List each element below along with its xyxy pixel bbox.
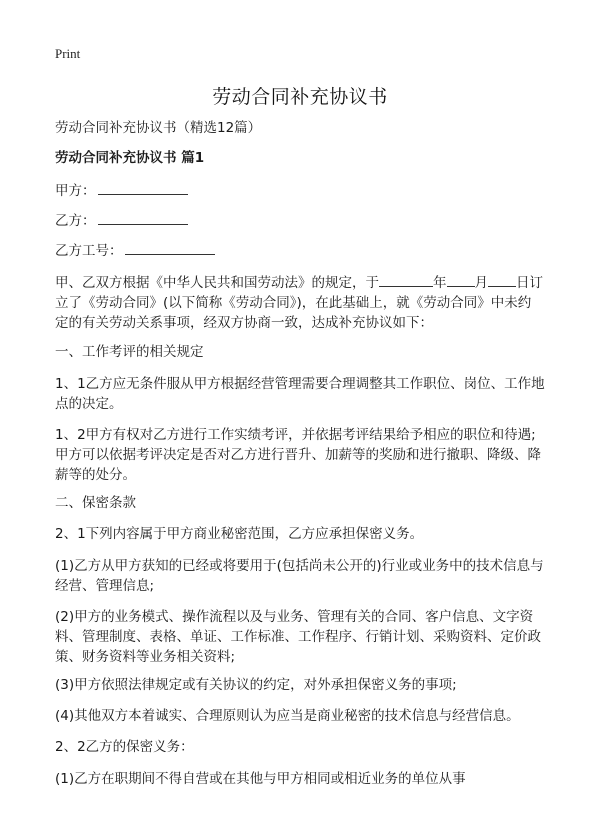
clause-2-1-2 bbox=[55, 607, 555, 667]
clause-line: (1)乙方从甲方获知的已经或将要用于(包括尚未公开的)行业或业务中的技术信息与 bbox=[55, 558, 544, 574]
party-b-blank bbox=[98, 210, 188, 225]
month-blank bbox=[447, 272, 475, 287]
intro-line-3: 定的有关劳动关系事项，经双方协商一致，达成补充协议如下： bbox=[55, 315, 433, 331]
clause-line: (3)甲方依照法律规定或有关协议的约定，对外承担保密义务的事项; bbox=[55, 677, 457, 693]
document-subtitle: 劳动合同补充协议书（精选12篇） bbox=[55, 120, 262, 136]
party-b-id-field bbox=[55, 240, 215, 261]
party-a-label: 甲方： bbox=[55, 183, 96, 199]
section-heading: 劳动合同补充协议书 篇1 bbox=[55, 150, 205, 166]
clause-2-1 bbox=[55, 524, 555, 544]
intro-text: 甲、乙双方根据《中华人民共和国劳动法》的规定，于 bbox=[55, 275, 379, 291]
party-a-blank bbox=[98, 180, 188, 195]
year-label: 年 bbox=[433, 275, 447, 291]
clause-line: (2)甲方的业务模式、操作流程以及与业务、管理有关的合同、客户信息、文字资 bbox=[55, 609, 534, 625]
clause-line: 点的决定。 bbox=[55, 396, 123, 412]
clause-1-1 bbox=[55, 374, 555, 414]
section-1-heading: 一、工作考评的相关规定 bbox=[55, 344, 204, 360]
clause-line: 2、1下列内容属于甲方商业秘密范围，乙方应承担保密义务。 bbox=[55, 526, 424, 542]
print-link[interactable]: Print bbox=[55, 46, 81, 61]
party-b-id-label: 乙方工号： bbox=[55, 243, 123, 259]
document-title: 劳动合同补充协议书 bbox=[212, 86, 388, 108]
intro-paragraph bbox=[55, 272, 555, 333]
clause-line: 1、1乙方应无条件服从甲方根据经营管理需要合理调整其工作职位、岗位、工作地 bbox=[55, 376, 545, 392]
clause-line: (1)乙方在职期间不得自营或在其他与甲方相同或相近业务的单位从事 bbox=[55, 771, 466, 787]
party-b-id-blank bbox=[125, 240, 215, 255]
intro-line-2: 立了《劳动合同》(以下简称《劳动合同》)，在此基础上，就《劳动合同》中未约 bbox=[55, 295, 532, 311]
clause-line: (4)其他双方本着诚实、合理原则认为应当是商业秘密的技术信息与经营信息。 bbox=[55, 708, 520, 724]
clause-line: 2、2乙方的保密义务： bbox=[55, 739, 194, 755]
section-2-heading: 二、保密条款 bbox=[55, 495, 136, 511]
clause-1-2 bbox=[55, 425, 555, 485]
clause-2-1-4 bbox=[55, 706, 555, 726]
clause-line: 1、2甲方有权对乙方进行工作实绩考评，并依据考评结果给予相应的职位和待遇; bbox=[55, 427, 536, 443]
clause-2-2-1 bbox=[55, 769, 555, 789]
party-b-label: 乙方： bbox=[55, 213, 96, 229]
day-label: 日订 bbox=[516, 275, 543, 291]
clause-line: 经营、管理信息; bbox=[55, 578, 155, 594]
clause-2-2 bbox=[55, 737, 555, 757]
month-label: 月 bbox=[474, 275, 488, 291]
year-blank bbox=[379, 272, 433, 287]
clause-line: 薪等的处分。 bbox=[55, 467, 136, 483]
clause-2-1-1 bbox=[55, 556, 555, 596]
intro-line-1 bbox=[55, 272, 555, 293]
day-blank bbox=[488, 272, 516, 287]
clause-line: 料、管理制度、表格、单证、工作标准、工作程序、行销计划、采购资料、定价政 bbox=[55, 629, 541, 645]
clause-line: 甲方可以依据考评决定是否对乙方进行晋升、加薪等的奖励和进行撤职、降级、降 bbox=[55, 447, 541, 463]
party-b-field bbox=[55, 210, 188, 231]
party-a-field bbox=[55, 180, 188, 201]
clause-line: 策、财务资料等业务相关资料; bbox=[55, 649, 236, 665]
clause-2-1-3 bbox=[55, 675, 555, 695]
